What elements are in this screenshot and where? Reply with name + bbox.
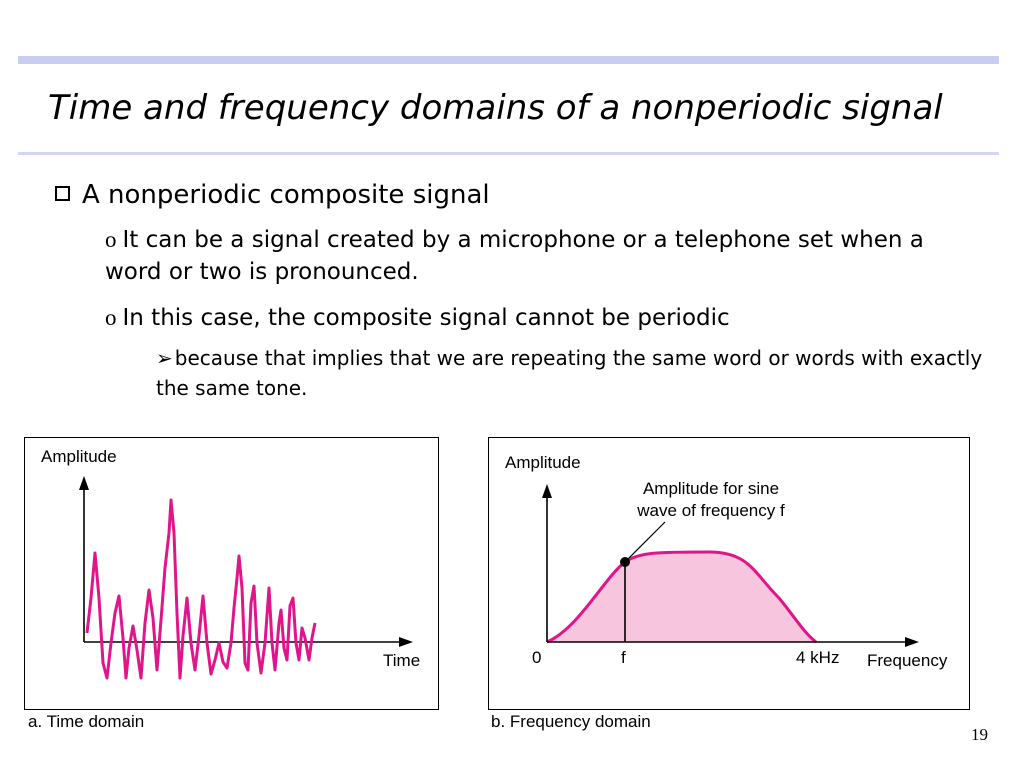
checkbox-bullet-icon — [55, 186, 70, 201]
slide-title: Time and frequency domains of a nonperiodic signal — [48, 88, 943, 128]
sub-bullet-1-text: It can be a signal created by a microphone or a telephone set when a word or two is pronounced. — [105, 227, 924, 285]
sub-bullet-2 — [105, 302, 965, 334]
tick-f-label: f — [621, 648, 626, 667]
top-rule — [18, 56, 999, 64]
title-underline — [18, 152, 999, 155]
bullet-text: A nonperiodic composite signal — [82, 180, 490, 210]
annotation-line-1: Amplitude for sine — [642, 479, 780, 498]
circle-bullet-icon: o — [105, 227, 117, 252]
frequency-domain-figure — [488, 437, 970, 710]
sub-sub-bullet — [156, 343, 996, 403]
time-x-axis-arrow-icon — [399, 637, 413, 647]
freq-x-axis-arrow-icon — [905, 637, 919, 647]
freq-amplitude-label: Amplitude — [505, 453, 581, 472]
time-amplitude-label: Amplitude — [41, 447, 117, 466]
time-domain-plot — [25, 438, 438, 709]
page-number: 19 — [971, 725, 988, 744]
time-domain-waveform — [87, 500, 315, 678]
sub-bullet-2-text: In this case, the composite signal cannot be periodic — [122, 305, 730, 331]
bullet-item — [55, 180, 490, 210]
frequency-f-point — [620, 557, 630, 567]
spectrum-area — [547, 552, 816, 642]
tick-zero-label: 0 — [532, 648, 542, 667]
sub-bullet-1 — [105, 224, 965, 288]
annotation-line-2: wave of frequency f — [637, 501, 785, 520]
sub-sub-bullet-text: because that implies that we are repeating the same word or words with exactly the same tone. — [156, 346, 983, 400]
circle-bullet-icon: o — [105, 305, 117, 330]
frequency-axis-label: Frequency — [867, 651, 948, 670]
freq-y-axis-arrow-icon — [542, 484, 552, 498]
time-y-axis-arrow-icon — [79, 476, 89, 490]
time-domain-figure — [24, 437, 439, 710]
time-axis-label: Time — [383, 651, 421, 670]
arrow-bullet-icon: ➢ — [156, 346, 173, 370]
tick-4khz-label: 4 kHz — [796, 648, 840, 667]
frequency-domain-caption: b. Frequency domain — [491, 712, 651, 731]
frequency-domain-plot — [489, 438, 969, 709]
time-domain-caption: a. Time domain — [28, 712, 145, 731]
